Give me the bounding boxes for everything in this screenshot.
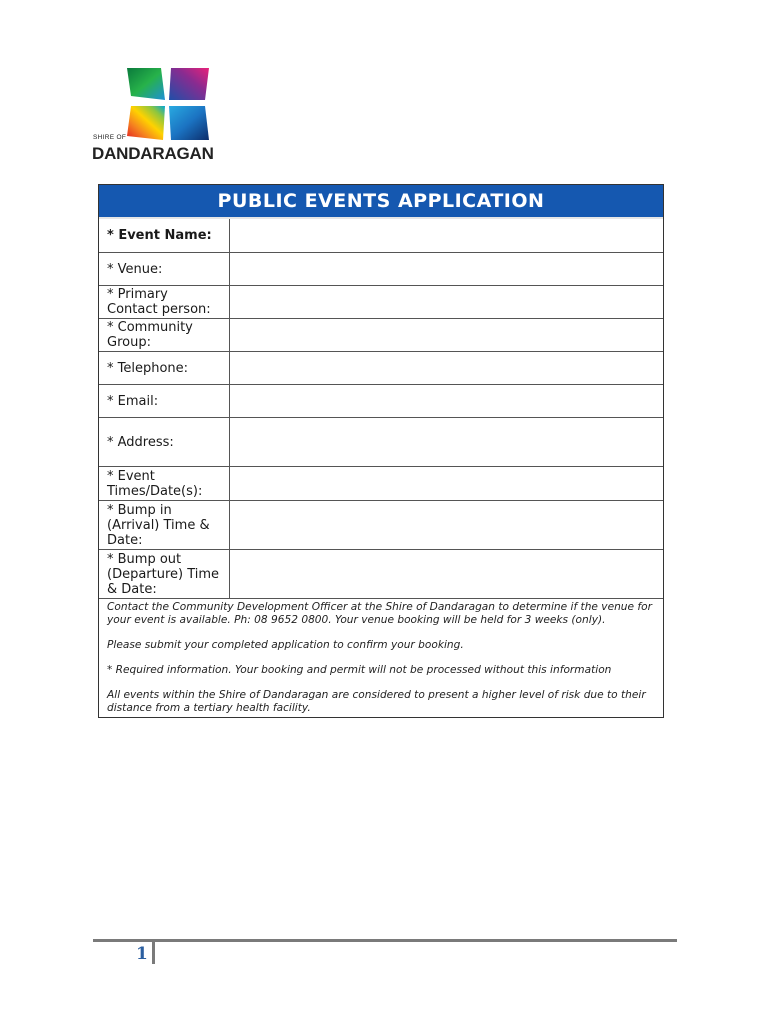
row-community-group xyxy=(99,319,663,352)
primary-contact-input[interactable] xyxy=(230,286,663,318)
form-notes xyxy=(99,599,663,717)
email-input[interactable] xyxy=(230,385,663,417)
note-submit: Please submit your completed application to confirm your booking. xyxy=(107,639,464,651)
bump-out-input[interactable] xyxy=(230,550,663,598)
row-email xyxy=(99,385,663,418)
logo-name-text: DANDARAGAN xyxy=(92,144,214,163)
community-group-input[interactable] xyxy=(230,319,663,351)
label-address: * Address: xyxy=(99,418,230,466)
note-risk: All events within the Shire of Dandaragan are considered to present a higher level of risk due to their distance from a tertiary health facility. xyxy=(107,689,646,714)
row-venue xyxy=(99,253,663,286)
telephone-input[interactable] xyxy=(230,352,663,384)
row-bump-out xyxy=(99,550,663,599)
row-event-times xyxy=(99,467,663,501)
note-contact: Contact the Community Development Officer at the Shire of Dandaragan to determine if the venue for your event is available. Ph: 08 9652 0800. Your venue booking will be held for 3 weeks (only). xyxy=(107,601,652,626)
form-title: PUBLIC EVENTS APPLICATION xyxy=(99,185,663,219)
row-event-name xyxy=(99,219,663,253)
address-input[interactable] xyxy=(230,418,663,466)
row-bump-in xyxy=(99,501,663,550)
row-address xyxy=(99,418,663,467)
page-number: 1 xyxy=(136,944,148,964)
bump-in-input[interactable] xyxy=(230,501,663,549)
event-name-input[interactable] xyxy=(230,219,663,252)
label-primary-contact: * Primary Contact person: xyxy=(99,286,230,318)
row-primary-contact xyxy=(99,286,663,319)
label-community-group: * Community Group: xyxy=(99,319,230,351)
label-bump-in: * Bump in (Arrival) Time & Date: xyxy=(99,501,230,549)
label-telephone: * Telephone: xyxy=(99,352,230,384)
venue-input[interactable] xyxy=(230,253,663,285)
label-venue: * Venue: xyxy=(99,253,230,285)
label-bump-out: * Bump out (Departure) Time & Date: xyxy=(99,550,230,598)
note-required: * Required information. Your booking and permit will not be processed without this information xyxy=(107,664,612,676)
application-form xyxy=(98,184,664,718)
shire-logo-icon xyxy=(125,66,211,142)
label-event-times: * Event Times/Date(s): xyxy=(99,467,230,500)
event-times-input[interactable] xyxy=(230,467,663,500)
label-event-name: * Event Name: xyxy=(99,219,230,252)
row-telephone xyxy=(99,352,663,385)
page-number-divider xyxy=(152,940,155,964)
footer-divider xyxy=(93,939,677,942)
label-email: * Email: xyxy=(99,385,230,417)
shire-logo xyxy=(92,66,217,166)
logo-small-text: SHIRE OF xyxy=(93,134,127,141)
